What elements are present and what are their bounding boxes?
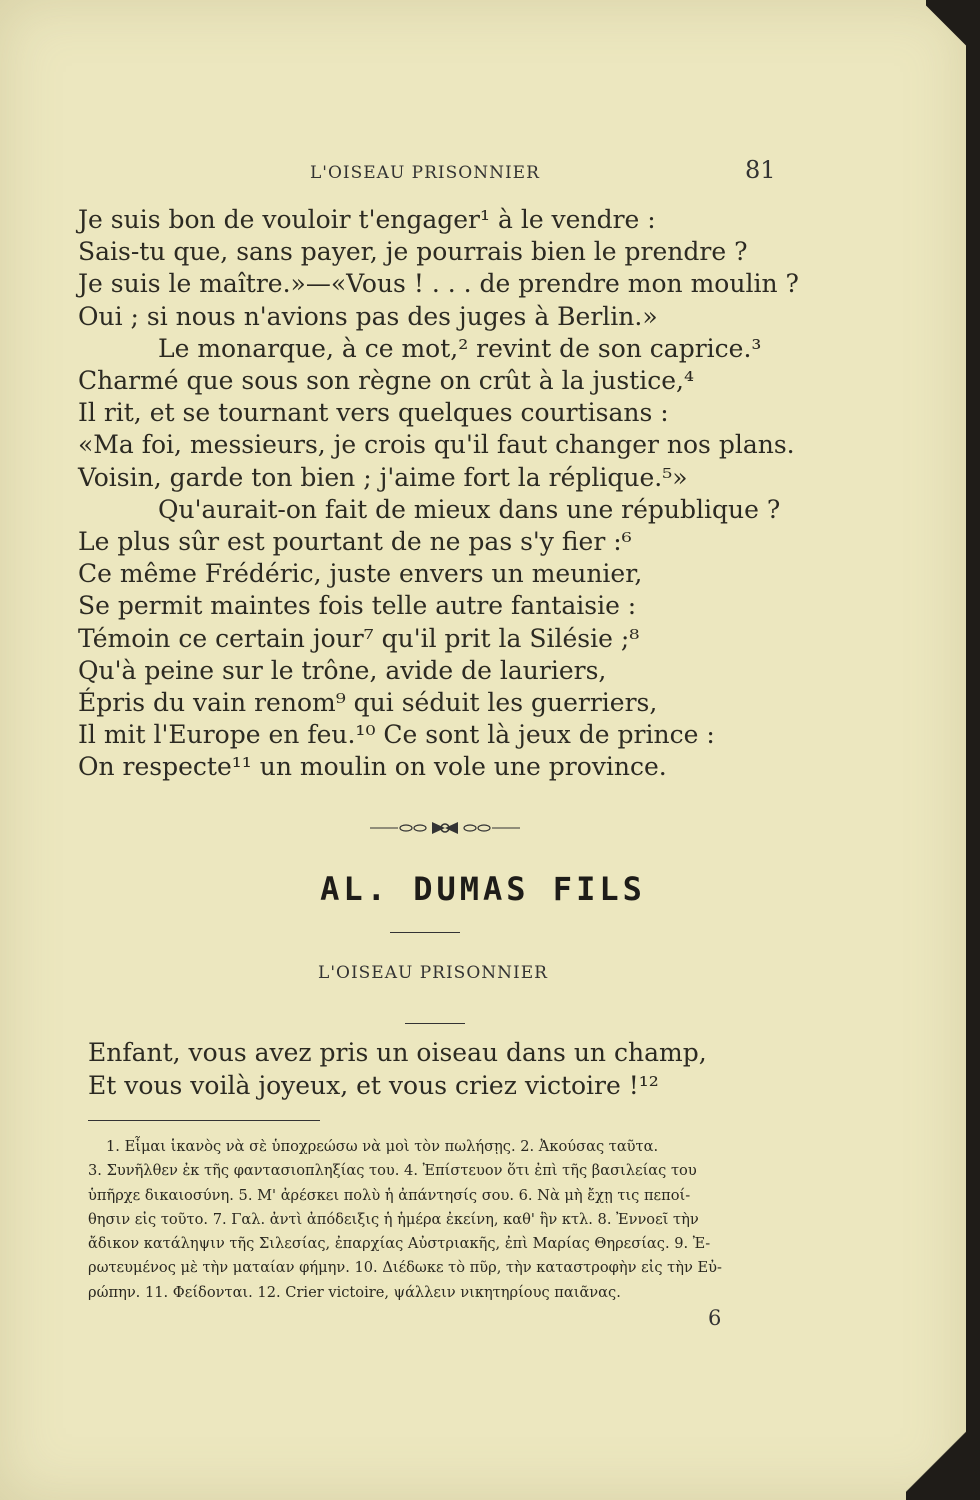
author-heading: AL. DUMAS FILS: [320, 870, 646, 908]
poem-line: Ce même Frédéric, juste envers un meunier,: [78, 559, 643, 589]
poem-line: Se permit maintes fois telle autre fantaisie :: [78, 591, 637, 621]
footnotes: [88, 1135, 788, 1305]
poem-title: L'OISEAU PRISONNIER: [318, 963, 548, 983]
poem-opening: [88, 1036, 707, 1102]
poem-line: Qu'aurait-on fait de mieux dans une république ?: [158, 494, 781, 524]
poem-line: Voisin, garde ton bien ; j'aime fort la réplique.⁵»: [78, 462, 688, 492]
running-head: L'OISEAU PRISONNIER: [310, 163, 540, 183]
poem-line: Qu'à peine sur le trône, avide de lauriers,: [78, 655, 607, 685]
footnote-line: 1. Εἶμαι ἱκανὸς νὰ σὲ ὑποχρεώσω νὰ μοὶ τὸν πωλήσῃς. 2. Ἀκούσας ταῦτα.: [106, 1138, 659, 1155]
poem-line: Le monarque, à ce mot,² revint de son caprice.³: [158, 333, 762, 363]
poem-line: Enfant, vous avez pris un oiseau dans un champ,: [88, 1038, 707, 1067]
poem-line: Il mit l'Europe en feu.¹⁰ Ce sont là jeux de prince :: [78, 720, 715, 750]
poem-line: On respecte¹¹ un moulin on vole une province.: [78, 752, 667, 782]
heading-rule: [390, 932, 460, 933]
footnote-rule: [88, 1120, 320, 1121]
poem-line: Il rit, et se tournant vers quelques courtisans :: [78, 398, 669, 428]
ornament-divider: [370, 818, 520, 838]
footnote-line: θησιν εἰς τοῦτο. 7. Γαλ. ἀντὶ ἀπόδειξις ἡ ἡμέρα ἐκείνη, καθ' ἣν κτλ. 8. Ἐννοεῖ τὴν: [88, 1210, 699, 1228]
footnote-line: ἄδικον κατάληψιν τῆς Σιλεσίας, ἐπαρχίας Αὐστριακῆς, ἐπὶ Μαρίας Θηρεσίας. 9. Ἐ-: [88, 1235, 711, 1253]
footnote-line: ὑπῆρχε δικαιοσύνη. 5. Μ' ἀρέσκει πολὺ ἡ ἀπάντησίς σου. 6. Νὰ μὴ ἔχῃ τις πεποί-: [88, 1186, 691, 1204]
poem-line: Témoin ce certain jour⁷ qu'il prit la Silésie ;⁸: [78, 623, 640, 653]
page-corner-bottom-right: [906, 1410, 966, 1500]
poem-line: Le plus sûr est pourtant de ne pas s'y fier :⁶: [78, 527, 632, 557]
poem-line: Je suis le maître.»—«Vous ! . . . de prendre mon moulin ?: [78, 269, 799, 299]
page-corner-top-right: [926, 0, 966, 60]
poem-line: Et vous voilà joyeux, et vous criez victoire !¹²: [88, 1071, 659, 1100]
poem-line: Épris du vain renom⁹ qui séduit les guerriers,: [78, 688, 658, 718]
footnote-line: ρώπην. 11. Φείδονται. 12. Crier victoire, ψάλλειν νικητηρίους παιᾶνας.: [88, 1283, 621, 1301]
footnote-line: 3. Συνῆλθεν ἐκ τῆς φαντασιοπληξίας του. 4. Ἐπίστευον ὅτι ἐπὶ τῆς βασιλείας του: [88, 1162, 697, 1180]
signature-mark: 6: [708, 1306, 722, 1330]
poem-line: Sais-tu que, sans payer, je pourrais bien le prendre ?: [78, 237, 748, 267]
poem-line: «Ma foi, messieurs, je crois qu'il faut changer nos plans.: [78, 430, 795, 460]
poem-line: Charmé que sous son règne on crût à la justice,⁴: [78, 366, 694, 396]
poem-excerpt: [78, 204, 799, 784]
title-rule: [405, 1023, 465, 1024]
poem-line: Oui ; si nous n'avions pas des juges à Berlin.»: [78, 301, 658, 331]
poem-line: Je suis bon de vouloir t'engager¹ à le vendre :: [78, 205, 656, 234]
footnote-line: ρωτευμένος μὲ τὴν ματαίαν φήμην. 10. Διέδωκε τὸ πῦρ, τὴν καταστροφὴν εἰς τὴν Εὐ-: [88, 1259, 722, 1277]
page-number: 81: [745, 156, 776, 184]
